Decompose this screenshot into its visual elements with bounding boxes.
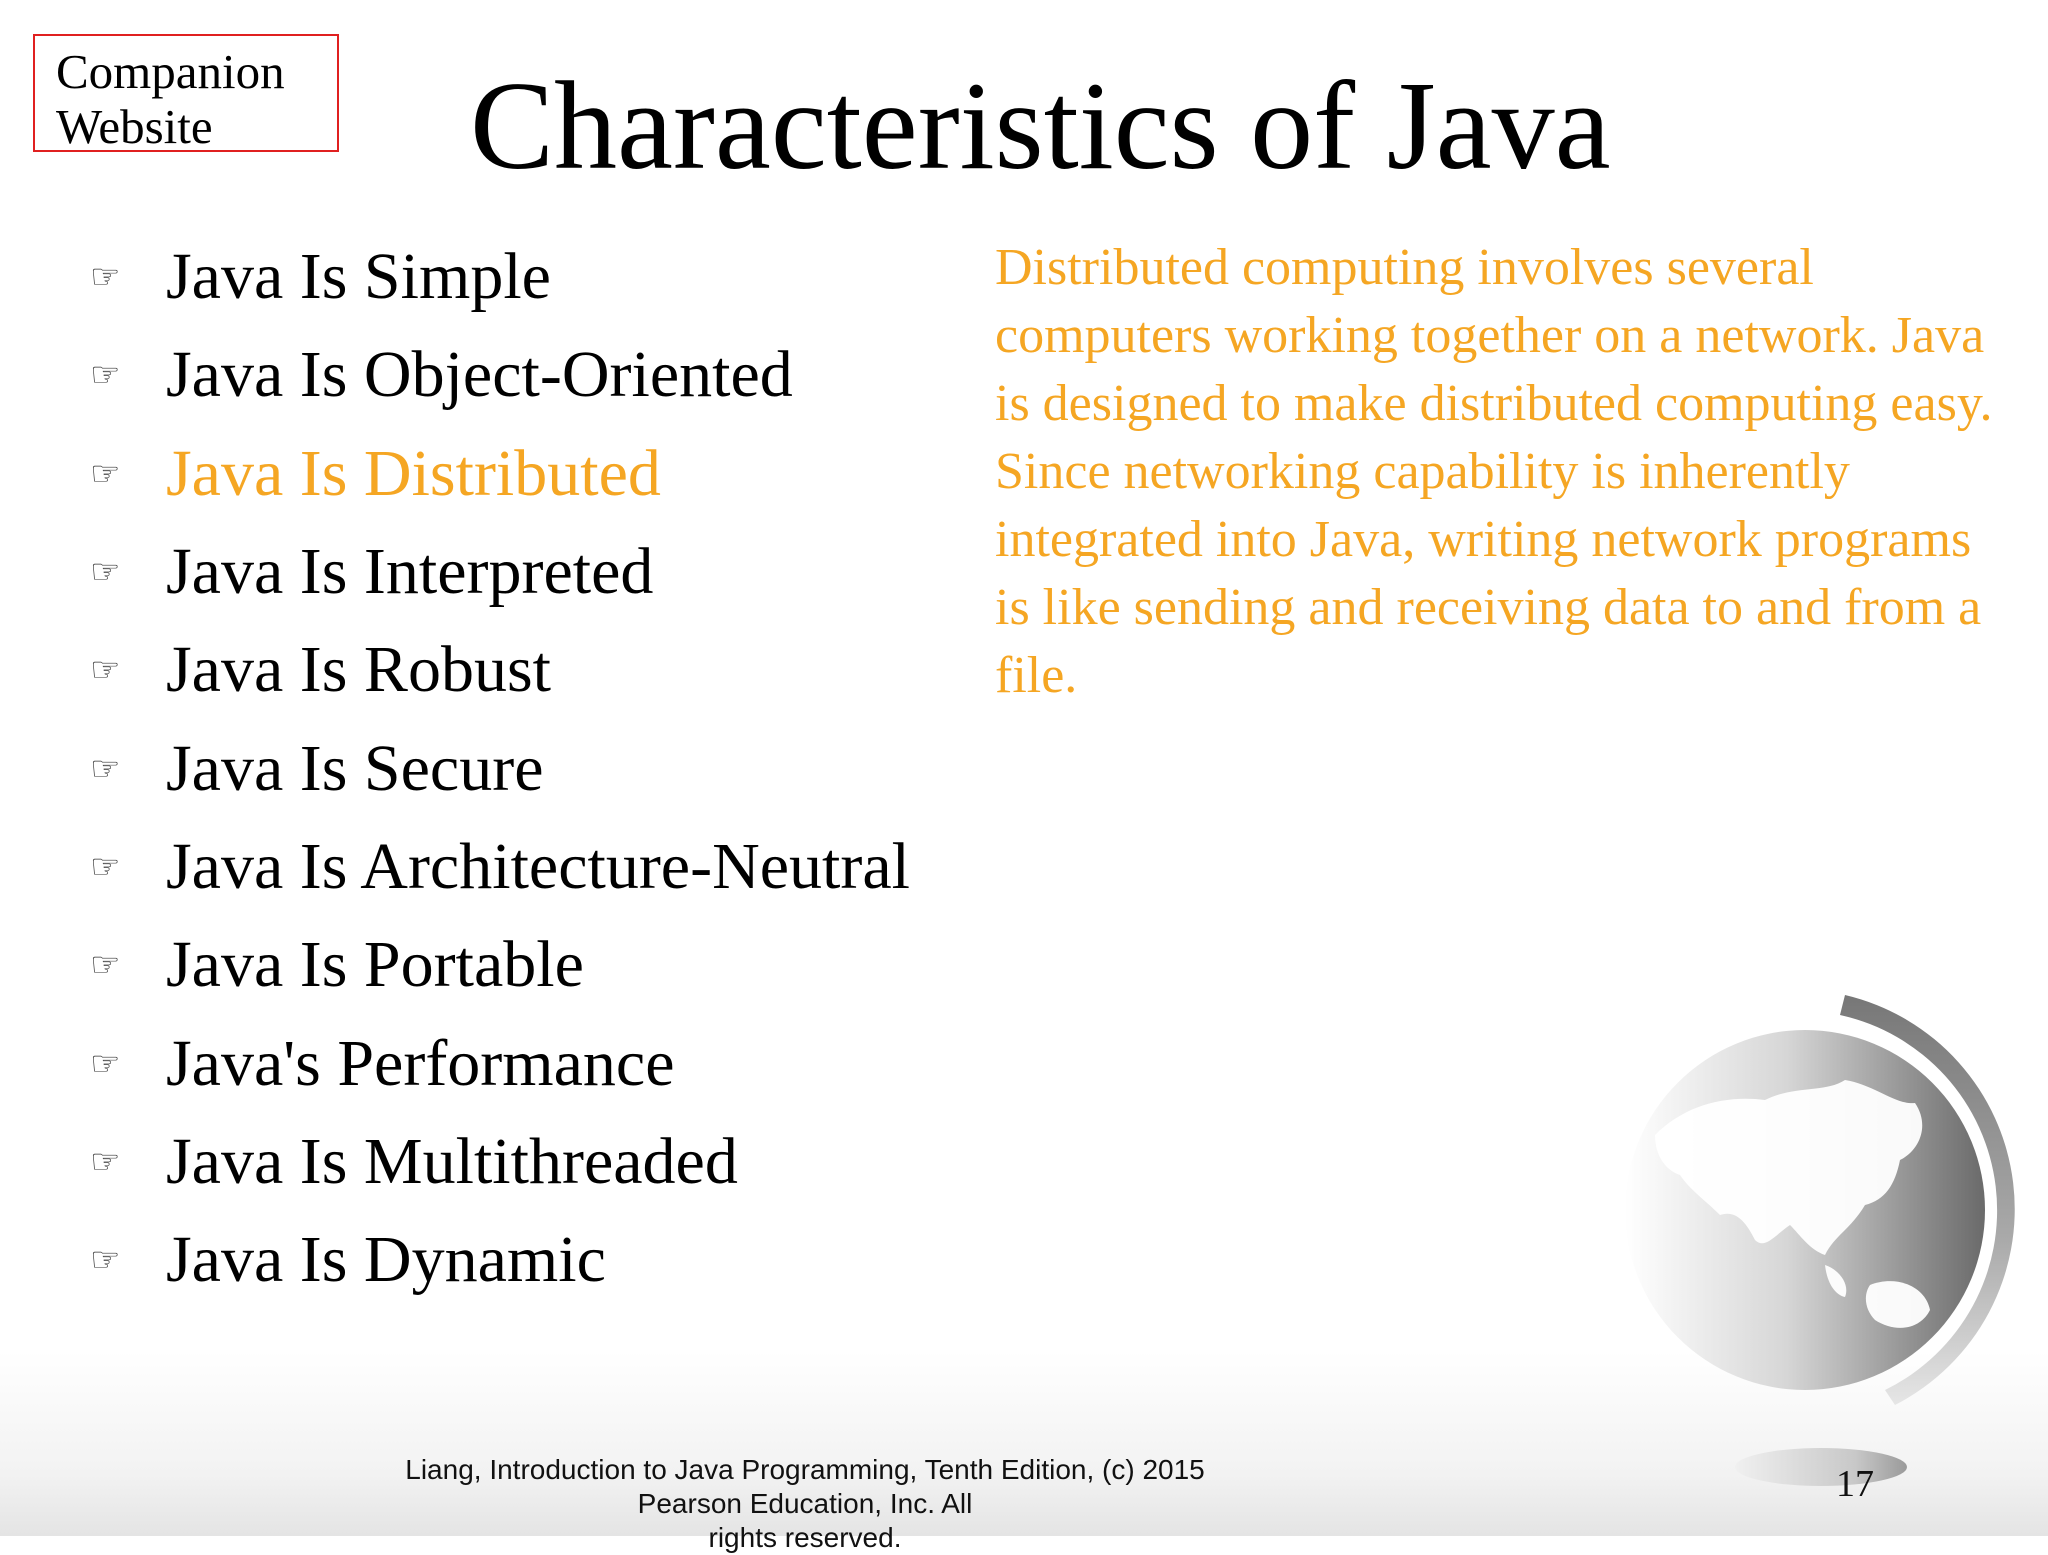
bullet-item (90, 1014, 910, 1112)
pointing-hand-icon: ☞ (90, 257, 121, 298)
companion-website-box[interactable] (33, 34, 339, 152)
pointing-hand-icon: ☞ (90, 1043, 121, 1084)
pointing-hand-icon: ☞ (90, 650, 121, 691)
slide-title: Characteristics of Java (470, 57, 1611, 196)
characteristics-list (90, 228, 910, 1309)
bullet-item (90, 228, 910, 326)
bullet-text: Java Is Portable (166, 928, 584, 1002)
bullet-item (90, 916, 910, 1014)
bullet-text: Java Is Interpreted (166, 535, 654, 609)
pointing-hand-icon: ☞ (90, 552, 121, 593)
bullet-text: Java Is Architecture-Neutral (166, 829, 910, 903)
bullet-text: Java Is Object-Oriented (166, 338, 793, 412)
pointing-hand-icon: ☞ (90, 1141, 121, 1182)
companion-line-2: Website (56, 99, 213, 154)
bullet-item (90, 425, 910, 523)
bullet-text: Java Is Distributed (166, 436, 661, 510)
pointing-hand-icon: ☞ (90, 846, 121, 887)
bullet-item (90, 818, 910, 916)
bullet-text: Java Is Simple (166, 240, 551, 314)
pointing-hand-icon: ☞ (90, 355, 121, 396)
footer-copyright (405, 1453, 1205, 1555)
page-number-decoration (1735, 1448, 1907, 1486)
globe-icon (1595, 985, 2015, 1425)
companion-line-1: Companion (56, 44, 285, 99)
footer-line-1: Liang, Introduction to Java Programming, Tenth Edition, (c) 2015 Pearson Education, Inc. All (405, 1454, 1205, 1519)
bullet-item (90, 1211, 910, 1309)
bullet-text: Java Is Dynamic (166, 1223, 606, 1297)
bullet-item (90, 523, 910, 621)
page-number: 17 (1836, 1463, 1874, 1505)
pointing-hand-icon: ☞ (90, 945, 121, 986)
bullet-text: Java Is Multithreaded (166, 1124, 738, 1198)
bullet-item (90, 719, 910, 817)
footer-line-2: rights reserved. (708, 1522, 902, 1553)
bullet-text: Java Is Secure (166, 731, 544, 805)
pointing-hand-icon: ☞ (90, 1240, 121, 1281)
bullet-item (90, 621, 910, 719)
pointing-hand-icon: ☞ (90, 453, 121, 494)
bullet-item (90, 326, 910, 424)
bullet-text: Java Is Robust (166, 633, 551, 707)
description-text: Distributed computing involves several computers working together on a network. Java is designed to make distributed computing easy. Since networking capability is inherently integrated into Java, writing network programs is like sending and receiving data to and from a file. (995, 239, 1993, 704)
pointing-hand-icon: ☞ (90, 748, 121, 789)
bullet-item (90, 1113, 910, 1211)
bullet-text: Java's Performance (166, 1026, 675, 1100)
